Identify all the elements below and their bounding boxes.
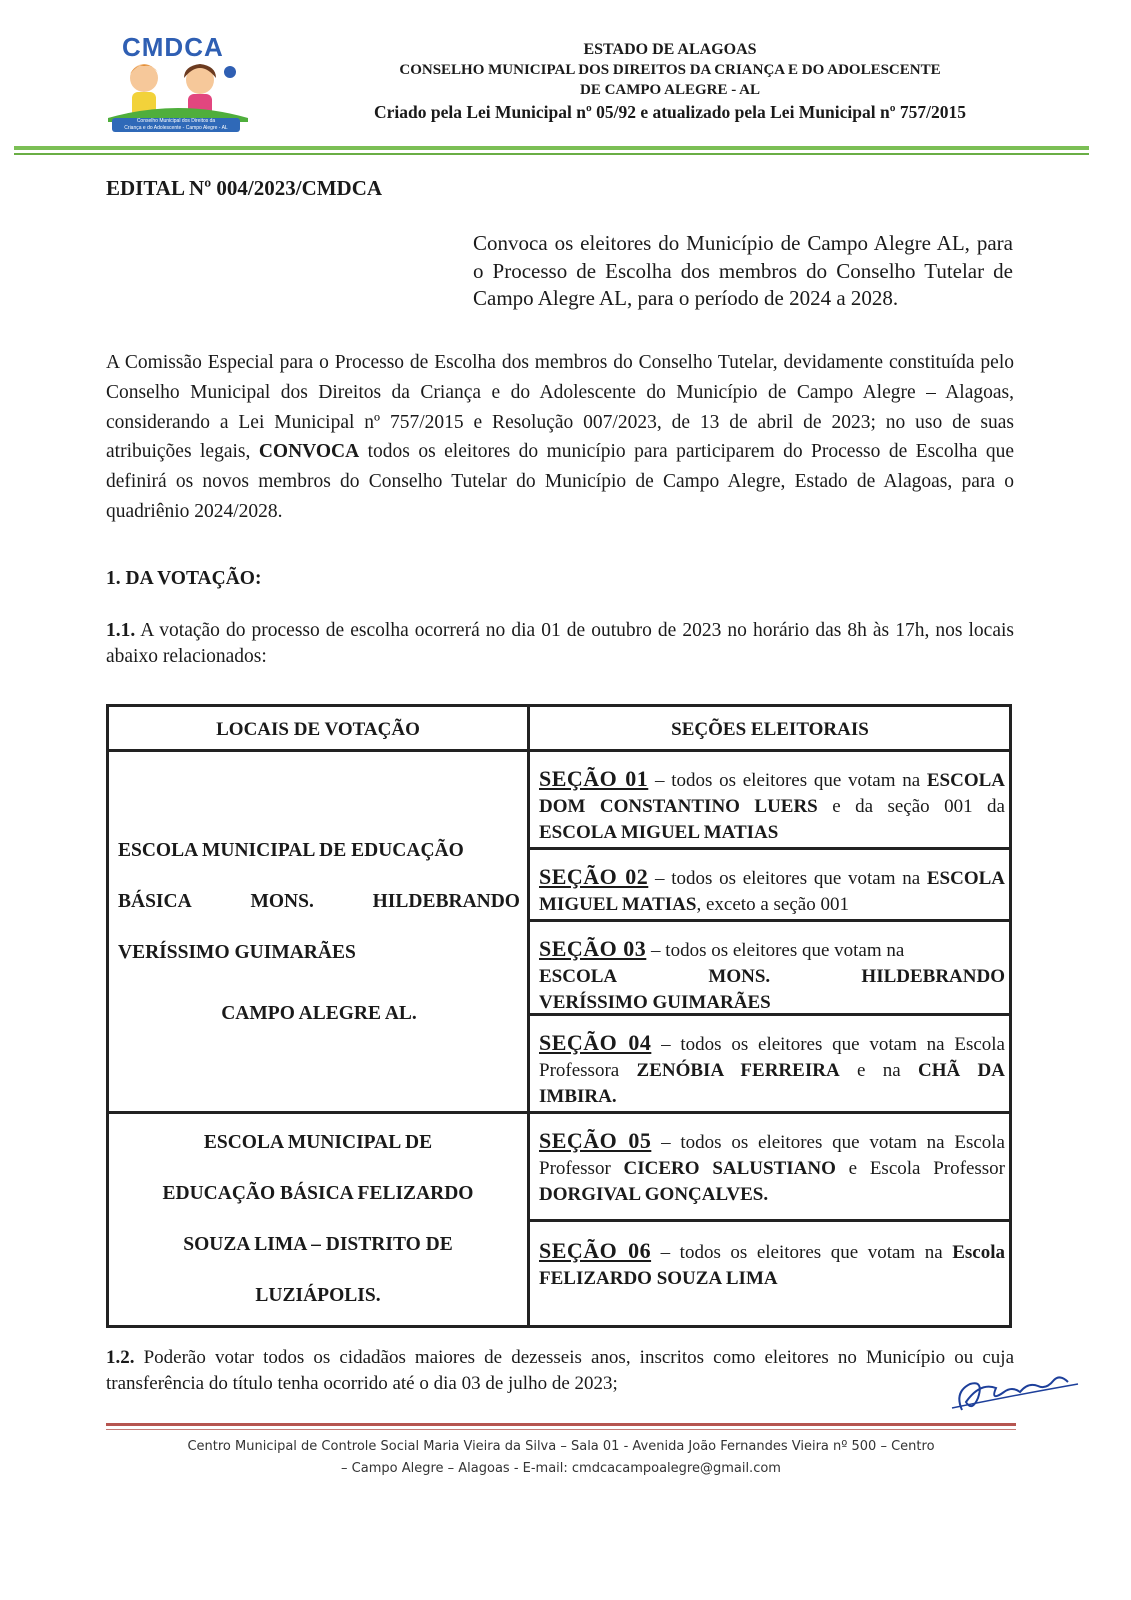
section-02-label: SEÇÃO 02 — [539, 864, 649, 889]
location-1-word: MONS. — [250, 891, 314, 912]
section-05-text: – todos os eleitores que votam na Escola Professor — [539, 1132, 1005, 1179]
footer-address — [106, 1436, 1016, 1480]
table-header-rule — [109, 749, 1009, 752]
section-02 — [539, 864, 1005, 918]
section-01 — [539, 766, 1005, 846]
section-01-text: – todos os eleitores que votam na — [648, 770, 927, 791]
intro-text-2: todos os eleitores do município para participarem do Processo de Escolha que definirá os novos membros do Conselho Tutelar do Município de Campo Alegre, Estado de Alagoas, para o quadriênio 2024/2028. — [106, 441, 1015, 522]
item-1-2-number: 1.2. — [106, 1347, 135, 1368]
footer-divider-thin — [106, 1429, 1016, 1430]
intro-text-1: A Comissão Especial para o Processo de Escolha dos membros do Conselho Tutelar, devidamente constituída pelo Conselho Municipal dos Direitos da Criança e do Adolescente do Município de Campo Alegre – Alagoas, considerando a Lei Municipal nº 757/2015 e Resolução 007/2023, de 13 de abril de 2023; no uso de suas atribuições legais, — [106, 352, 1014, 463]
section-06-label: SEÇÃO 06 — [539, 1238, 652, 1263]
table-location-rule — [109, 1111, 527, 1114]
section-01-label: SEÇÃO 01 — [539, 766, 649, 791]
location-2-line: ESCOLA MUNICIPAL DE — [203, 1132, 433, 1153]
footer-divider — [106, 1423, 1016, 1426]
footer-line-1: Centro Municipal de Controle Social Maria Vieira da Silva – Sala 01 - Avenida João Fernandes Vieira nº 500 – Centro — [187, 1439, 935, 1454]
section-03-word: HILDEBRANDO — [861, 966, 1005, 987]
location-2-line: LUZIÁPOLIS. — [255, 1285, 381, 1306]
item-1-1 — [106, 618, 1014, 670]
location-1-line — [118, 876, 520, 927]
section-03 — [539, 936, 1005, 1016]
location-2-line: SOUZA LIMA – DISTRITO DE — [183, 1234, 453, 1255]
location-1-line: VERÍSSIMO GUIMARÃES — [118, 942, 356, 963]
table-row-rule — [527, 919, 1009, 922]
section-04-label: SEÇÃO 04 — [539, 1030, 652, 1055]
location-1-city: CAMPO ALEGRE AL. — [221, 1003, 417, 1024]
section-05-label: SEÇÃO 05 — [539, 1128, 652, 1153]
header-divider — [14, 146, 1089, 150]
item-1-1-text: A votação do processo de escolha ocorrerá no dia 01 de outubro de 2023 no horário das 8h às 17h, nos locais abaixo relacionados: — [106, 620, 1014, 667]
section-03-school: VERÍSSIMO GUIMARÃES — [539, 992, 771, 1013]
section-04 — [539, 1030, 1005, 1110]
item-1-1-number: 1.1. — [106, 620, 136, 641]
section-04-text: e na — [839, 1060, 918, 1081]
section-01-text: e da seção 001 da — [817, 796, 1005, 817]
section-04-place: CHÃ DA IMBIRA. — [539, 1060, 1005, 1107]
ementa: Convoca os eleitores do Município de Campo Alegre AL, para o Processo de Escolha dos membros do Conselho Tutelar de Campo Alegre AL, para o período de 2024 a 2028. — [473, 231, 1013, 310]
location-1-word: BÁSICA — [118, 891, 192, 912]
logo-text: CMDCA — [122, 32, 224, 62]
section-05 — [539, 1128, 1005, 1208]
section-06 — [539, 1238, 1005, 1292]
section-title-votacao: 1. DA VOTAÇÃO: — [106, 568, 262, 589]
section-03-word: ESCOLA — [539, 966, 618, 987]
column-header-locais: LOCAIS DE VOTAÇÃO — [216, 719, 420, 740]
table-column-divider — [527, 707, 530, 1325]
section-02-text: – todos os eleitores que votam na — [648, 868, 927, 889]
section-01-school: ESCOLA DOM CONSTANTINO LUERS — [539, 770, 1006, 817]
section-05-school: DORGIVAL GONÇALVES. — [539, 1184, 769, 1205]
location-1-line: ESCOLA MUNICIPAL DE EDUCAÇÃO — [118, 840, 464, 861]
section-02-text: , exceto a seção 001 — [696, 894, 849, 915]
cmdca-logo — [108, 32, 248, 142]
section-05-school: CICERO SALUSTIANO — [623, 1158, 836, 1179]
header-divider-thin — [14, 153, 1089, 155]
section-03-label: SEÇÃO 03 — [539, 936, 647, 961]
location-2 — [109, 1117, 527, 1321]
location-1 — [118, 825, 520, 1039]
item-1-2-text: Poderão votar todos os cidadãos maiores de dezesseis anos, inscritos como eleitores no Município ou cuja transferência do título tenha ocorrido até o dia 03 de julho de 2023; — [106, 1347, 1015, 1394]
intro-paragraph — [106, 348, 1014, 527]
item-1-2 — [106, 1345, 1014, 1397]
intro-convoca: CONVOCA — [258, 441, 360, 463]
section-04-school: ZENÓBIA FERREIRA — [636, 1060, 840, 1081]
table-row-rule — [527, 1111, 1009, 1114]
section-05-text: e Escola Professor — [835, 1158, 1005, 1179]
section-06-text: – todos os eleitores que votam na — [651, 1242, 953, 1263]
logo-ribbon — [112, 118, 240, 132]
section-03-text: – todos os eleitores que votam na — [646, 940, 905, 961]
section-02-school: ESCOLA MIGUEL MATIAS — [539, 868, 1006, 915]
section-01-school: ESCOLA MIGUEL MATIAS — [539, 822, 779, 843]
signature-icon — [950, 1362, 1080, 1422]
header-law: Criado pela Lei Municipal nº 05/92 e atualizado pela Lei Municipal nº 757/2015 — [373, 102, 966, 122]
table-row-rule — [527, 847, 1009, 850]
document-title: EDITAL Nº 004/2023/CMDCA — [106, 176, 383, 200]
table-row-rule — [527, 1219, 1009, 1222]
logo-ribbon-line1: Conselho Municipal dos Direitos da — [136, 118, 216, 124]
location-2-line: EDUCAÇÃO BÁSICA FELIZARDO — [162, 1183, 474, 1204]
section-03-word: MONS. — [708, 966, 771, 987]
voting-table — [106, 704, 1012, 1328]
location-1-word: HILDEBRANDO — [372, 891, 520, 912]
children-illustration-icon — [108, 58, 248, 122]
section-03-line — [539, 964, 1005, 990]
footer-line-2: – Campo Alegre – Alagoas - E-mail: cmdcacampoalegre@gmail.com — [341, 1461, 781, 1476]
header-council: CONSELHO MUNICIPAL DOS DIREITOS DA CRIANÇA E DO ADOLESCENTE — [399, 62, 941, 78]
logo-ribbon-line2: Criança e do Adolescente - Campo Alegre - AL — [124, 125, 228, 131]
section-04-text: – todos os eleitores que votam na Escola Professora — [539, 1034, 1005, 1081]
section-06-school: Escola FELIZARDO SOUZA LIMA — [539, 1242, 1006, 1289]
header-state: ESTADO DE ALAGOAS — [583, 41, 757, 58]
column-header-secoes: SEÇÕES ELEITORAIS — [671, 719, 869, 740]
header-city: DE CAMPO ALEGRE - AL — [579, 82, 760, 98]
